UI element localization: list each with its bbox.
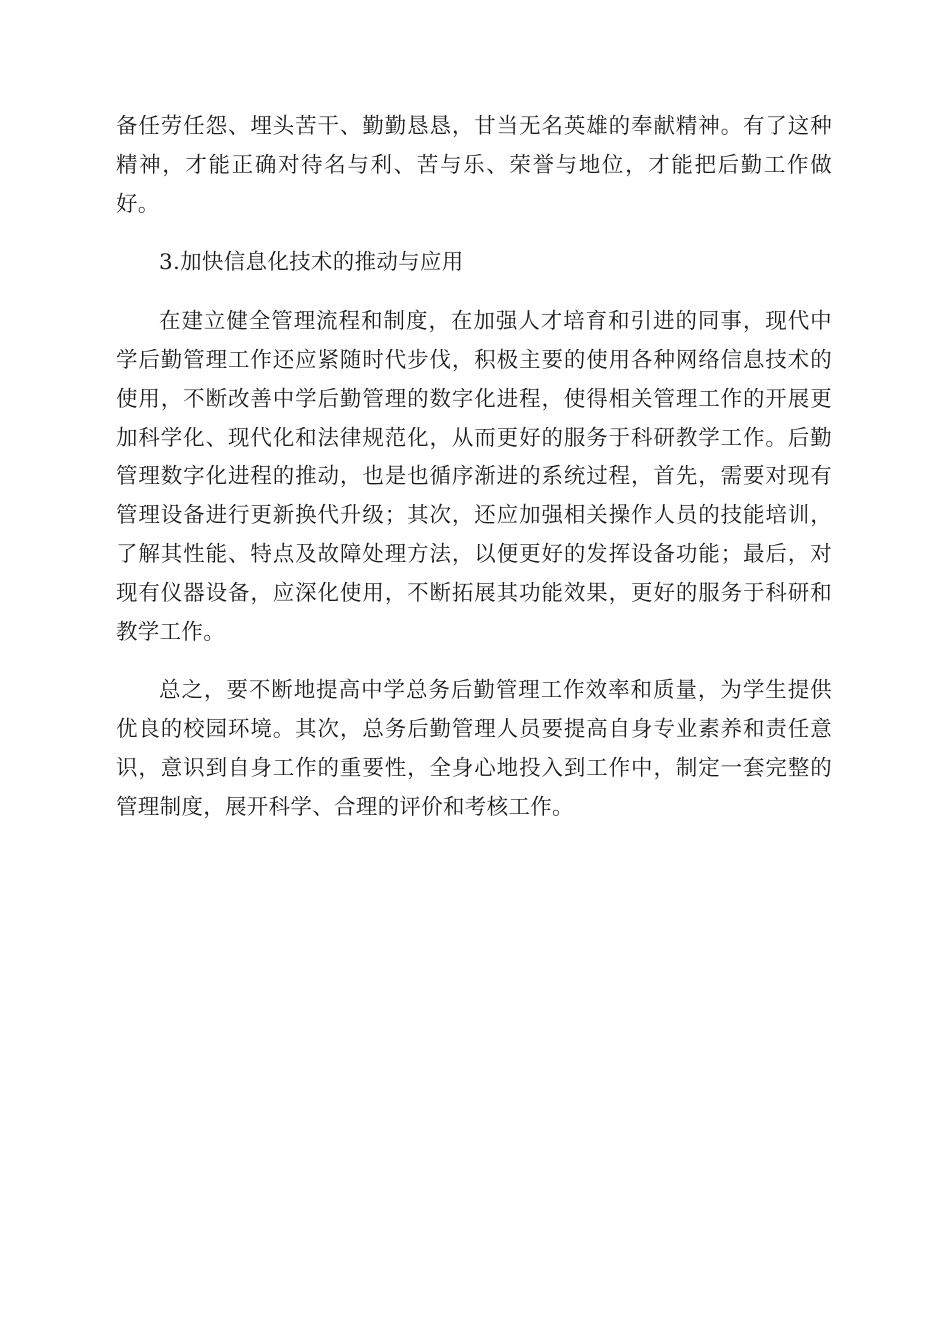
paragraph-continuation: 备任劳任怨、埋头苦干、勤勤恳恳，甘当无名英雄的奉献精神。有了这种精神，才能正确对待名与利、苦与乐、荣誉与地位，才能把后勤工作做好。 bbox=[116, 114, 832, 217]
paragraph-informatization: 在建立健全管理流程和制度，在加强人才培育和引进的同事，现代中学后勤管理工作还应紧随时代步伐，积极主要的使用各种网络信息技术的使用，不断改善中学后勤管理的数字化进程，使得相关管理工作的开展更加科学化、现代化和法律规范化，从而更好的服务于科研教学工作。后勤管理数字化进程的推动，也是也循序渐进的系统过程，首先，需要对现有管理设备进行更新换代升级；其次，还应加强相关操作人员的技能培训，了解其性能、特点及故障处理方法，以便更好的发挥设备功能；最后，对现有仪器设备，应深化使用，不断拓展其功能效果，更好的服务于科研和教学工作。 bbox=[116, 309, 832, 645]
section-heading: 3.加快信息化技术的推动与应用 bbox=[159, 250, 464, 276]
paragraph-conclusion: 总之，要不断地提高中学总务后勤管理工作效率和质量，为学生提供优良的校园环境。其次，总务后勤管理人员要提高自身专业素养和责任意识，意识到自身工作的重要性，全身心地投入到工作中，制定一套完整的管理制度，展开科学、合理的评价和考核工作。 bbox=[116, 678, 832, 820]
document-body bbox=[116, 108, 832, 828]
